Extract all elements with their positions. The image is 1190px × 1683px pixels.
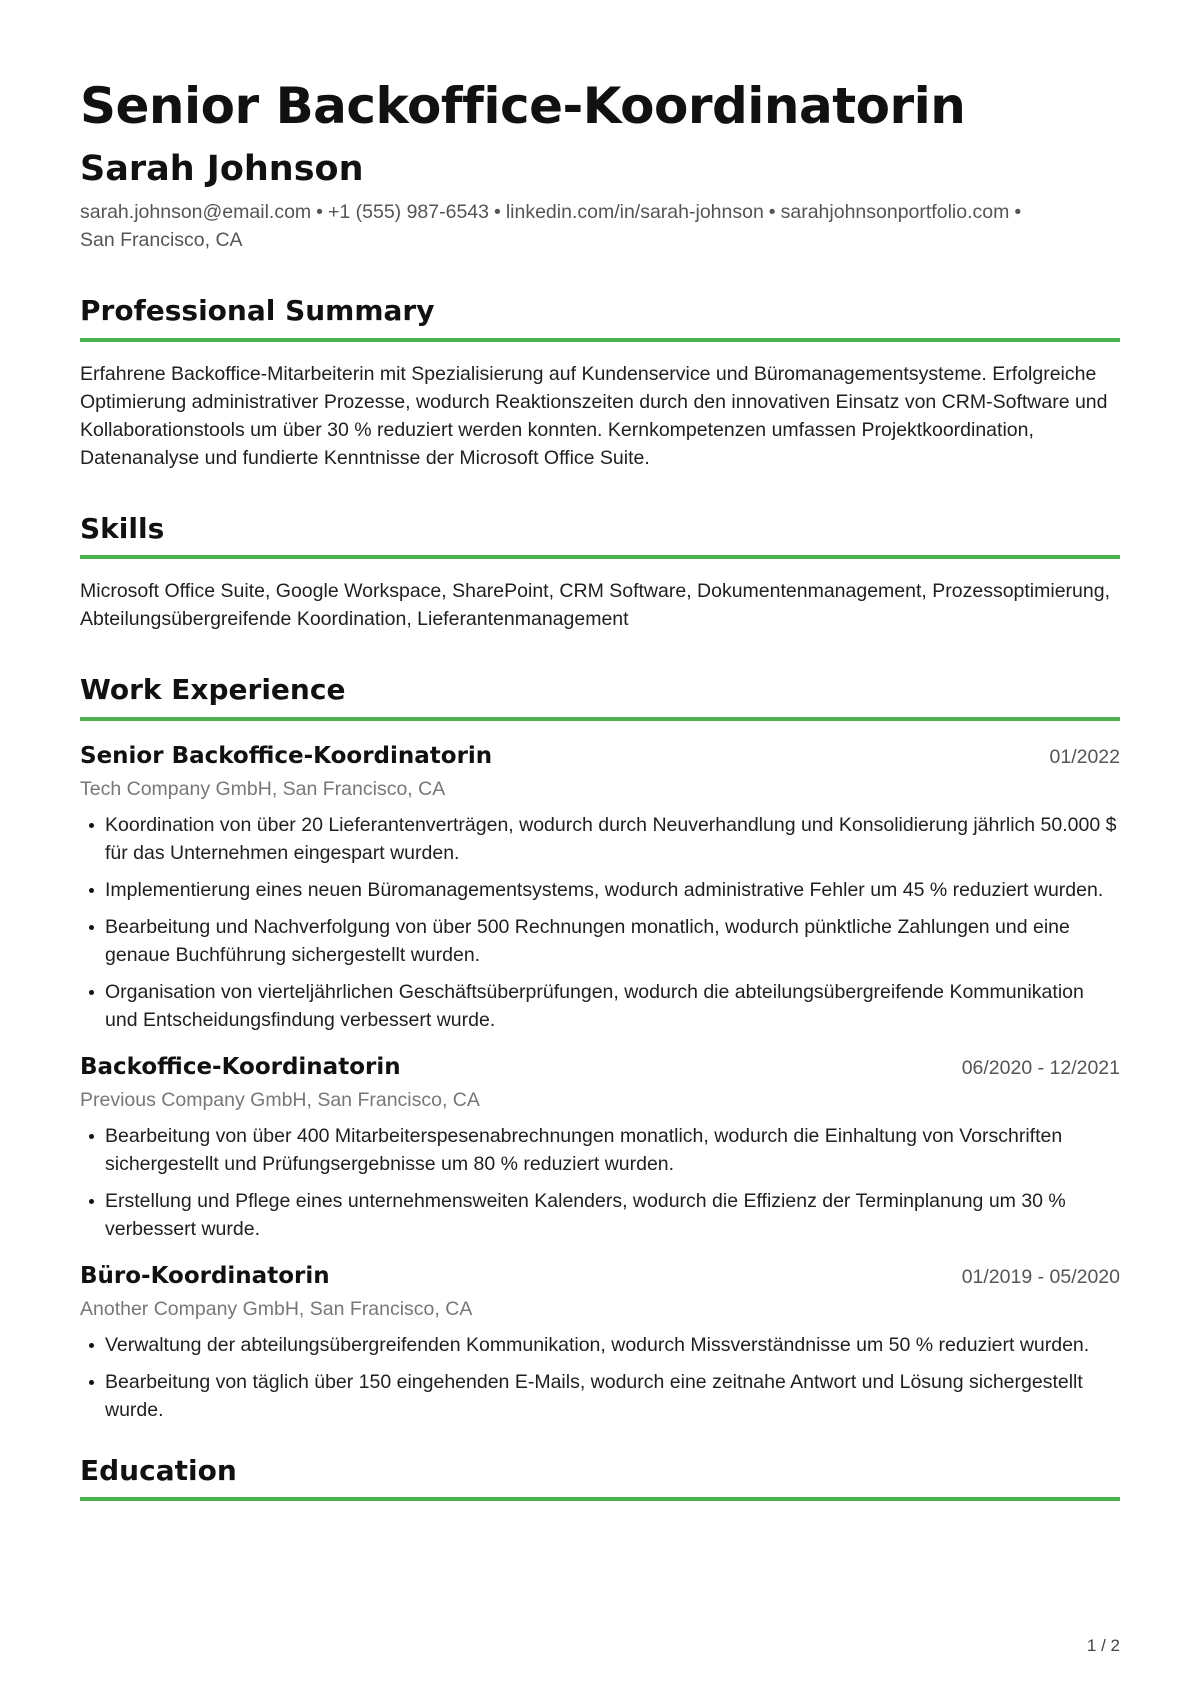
page-number: 1 / 2 [1086,1636,1120,1655]
job-bullet-text: Implementierung eines neuen Büromanagementsystems, wodurch administrative Fehler um 45 % reduziert wurden. [105,878,1104,901]
job-bullet-text: Bearbeitung von über 400 Mitarbeiterspesenabrechnungen monatlich, wodurch die Einhaltung von Vorschriften sichergestellt und Prüfungsergebnisse um 80 % reduziert wurden. [105,1124,1063,1175]
education-section [80,1454,1120,1502]
summary-text: Erfahrene Backoffice-Mitarbeiterin mit Spezialisierung auf Kundenservice und Büromanagementsysteme. Erfolgreiche Optimierung administrativer Prozesse, wodurch Reaktionszeiten durch den innovativen Einsatz von CRM-Software und Kollaborationstools um über 30 % reduziert werden konnten. Kernkompetenzen umfassen Projektkoordination, Datenanalyse und fundierte Kenntnisse der Microsoft Office Suite. [80,362,1108,469]
job-entry [80,1261,1120,1424]
job-bullet-text: Koordination von über 20 Lieferantenverträgen, wodurch durch Neuverhandlung und Konsolidierung jährlich 50.000 $ für das Unternehmen eingespart wurden. [105,813,1117,864]
skills-section [80,512,1120,634]
bullet-dot-icon [89,1380,94,1385]
job-date: 06/2020 - 12/2021 [961,1056,1120,1079]
job-header [80,741,1120,771]
skills-text: Microsoft Office Suite, Google Workspace, SharePoint, CRM Software, Dokumentenmanagement, Prozessoptimierung, Abteilungsübergreifende Koordination, Lieferantenmanagement [80,580,1110,631]
contact-phone: +1 (555) 987-6543 [327,201,489,223]
job-bullet-text: Organisation von vierteljährlichen Geschäftsüberprüfungen, wodurch die abteilungsübergreifende Kommunikation und Entscheidungsfindung verbessert wurde. [105,980,1084,1031]
job-bullet [80,811,1120,867]
job-bullets [80,1122,1120,1243]
job-title: Backoffice-Koordinatorin [80,1053,401,1080]
job-bullet [80,1368,1120,1424]
contact-linkedin: linkedin.com/in/sarah-johnson [505,201,764,223]
bullet-dot-icon [89,1199,94,1204]
job-company: Tech Company GmbH, San Francisco, CA [80,777,446,800]
job-bullets [80,1331,1120,1424]
contact-separator: • [493,201,501,223]
contact-separator: • [1014,201,1022,223]
job-title: Senior Backoffice-Koordinatorin [80,742,493,769]
job-bullet [80,1122,1120,1178]
contact-portfolio: sarahjohnsonportfolio.com [780,201,1010,223]
experience-heading: Work Experience [80,673,1120,721]
contact-line [80,198,1120,254]
contact-location: San Francisco, CA [80,229,243,251]
bullet-dot-icon [89,990,94,995]
education-heading: Education [80,1454,1120,1502]
job-bullet-text: Verwaltung der abteilungsübergreifenden Kommunikation, wodurch Missverständnisse um 50 % reduziert wurden. [105,1333,1090,1356]
bullet-dot-icon [89,823,94,828]
contact-separator: • [768,201,776,223]
job-company: Previous Company GmbH, San Francisco, CA [80,1088,480,1111]
job-bullets [80,811,1120,1034]
bullet-dot-icon [89,888,94,893]
bullet-dot-icon [89,925,94,930]
job-bullet-text: Erstellung und Pflege eines unternehmensweiten Kalenders, wodurch die Effizienz der Terminplanung um 30 % verbessert wurde. [105,1189,1066,1240]
experience-section [80,673,1120,1424]
skills-heading: Skills [80,512,1120,560]
job-bullet [80,978,1120,1034]
summary-heading: Professional Summary [80,294,1120,342]
job-header [80,1052,1120,1082]
job-bullet [80,1187,1120,1243]
job-title: Büro-Koordinatorin [80,1262,330,1289]
candidate-name: Sarah Johnson [80,149,364,189]
job-entry [80,741,1120,1034]
job-bullet [80,1331,1120,1359]
job-bullet [80,876,1120,904]
job-date: 01/2022 [1049,745,1120,768]
job-company: Another Company GmbH, San Francisco, CA [80,1297,473,1320]
job-header [80,1261,1120,1291]
job-date: 01/2019 - 05/2020 [961,1265,1120,1288]
bullet-dot-icon [89,1134,94,1139]
summary-section [80,294,1120,472]
contact-separator: • [316,201,323,223]
job-entry [80,1052,1120,1243]
contact-email: sarah.johnson@email.com [80,201,312,223]
job-bullet-text: Bearbeitung und Nachverfolgung von über 500 Rechnungen monatlich, wodurch pünktliche Zahlungen und eine genaue Buchführung sichergestellt wurden. [105,915,1070,966]
resume-page [80,76,1120,1501]
job-bullet [80,913,1120,969]
job-bullet-text: Bearbeitung von täglich über 150 eingehenden E-Mails, wodurch eine zeitnahe Antwort und Lösung sichergestellt wurde. [105,1370,1083,1421]
job-list [80,741,1120,1424]
bullet-dot-icon [89,1343,94,1348]
page-title: Senior Backoffice-Koordinatorin [80,77,966,135]
